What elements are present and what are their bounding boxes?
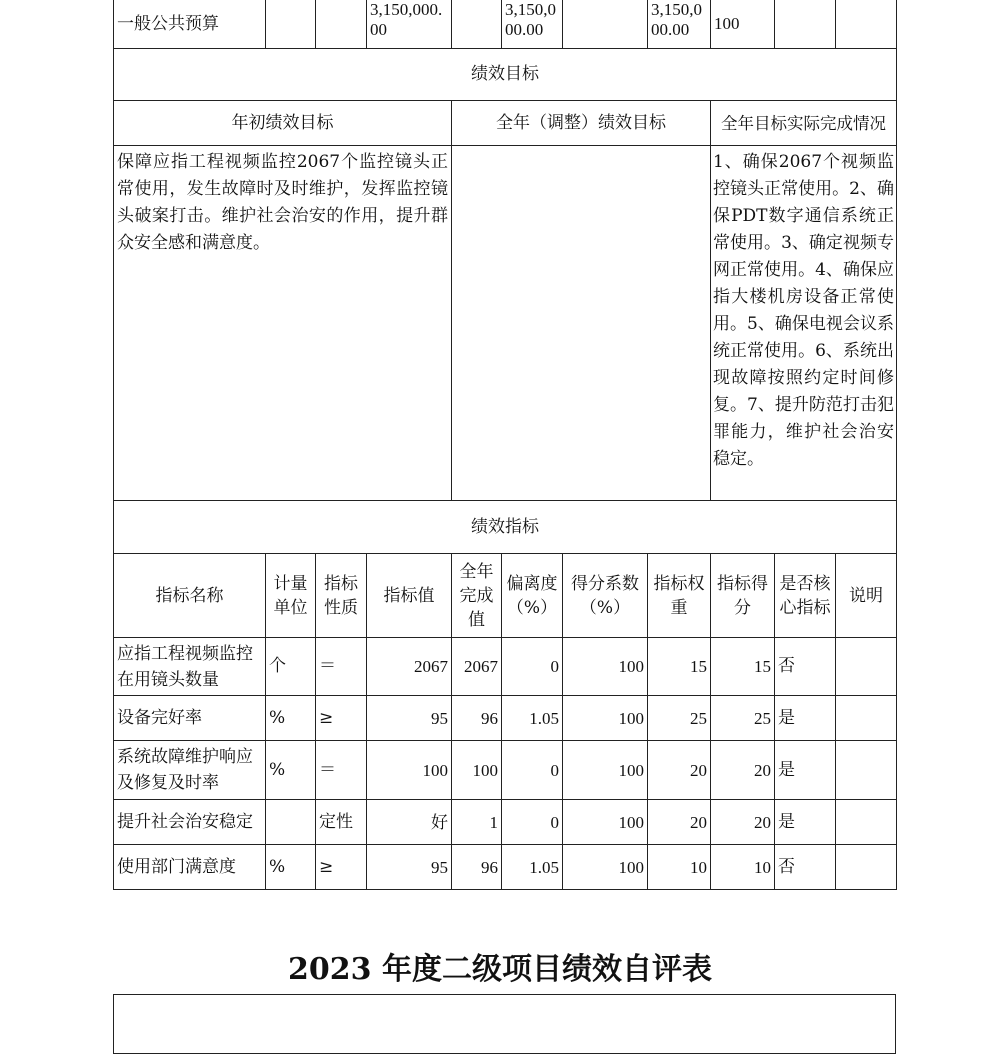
indicator-done: 96 (452, 696, 502, 741)
budget-value-2: 3,150,000.00 (502, 0, 563, 49)
empty-cell (452, 0, 502, 49)
indicator-header-row (114, 554, 897, 638)
indicator-core: 否 (775, 638, 836, 696)
header-name: 指标名称 (114, 554, 266, 638)
indicator-value: 好 (367, 800, 452, 845)
indicator-value: 100 (367, 741, 452, 800)
indicator-score: 25 (711, 696, 775, 741)
indicator-core: 是 (775, 741, 836, 800)
indicator-note (836, 741, 897, 800)
indicator-value: 95 (367, 845, 452, 890)
indicator-done: 100 (452, 741, 502, 800)
table-row (114, 845, 897, 890)
indicator-unit: % (266, 845, 316, 890)
header-note: 说明 (836, 554, 897, 638)
indicator-weight: 10 (648, 845, 711, 890)
indicator-unit: % (266, 696, 316, 741)
indicator-coefficient: 100 (563, 741, 648, 800)
goals-adjusted-text (452, 146, 711, 501)
indicator-name: 应指工程视频监控在用镜头数量 (114, 638, 266, 696)
indicator-coefficient: 100 (563, 696, 648, 741)
indicator-deviation: 0 (502, 800, 563, 845)
indicators-section-title: 绩效指标 (114, 501, 897, 554)
indicator-note (836, 638, 897, 696)
budget-label: 一般公共预算 (114, 0, 266, 49)
indicator-core: 否 (775, 845, 836, 890)
budget-value-1: 3,150,000.00 (367, 0, 452, 49)
empty-cell (775, 0, 836, 49)
indicator-weight: 20 (648, 741, 711, 800)
indicator-name: 系统故障维护响应及修复及时率 (114, 741, 266, 800)
indicator-note (836, 800, 897, 845)
next-form-title: 2023 年度二级项目绩效自评表 (288, 952, 712, 987)
goals-section-title: 绩效目标 (114, 49, 897, 101)
indicator-score: 20 (711, 800, 775, 845)
budget-value-4: 100 (711, 0, 775, 49)
header-deviation: 偏离度（%） (502, 554, 563, 638)
indicator-coefficient: 100 (563, 845, 648, 890)
goals-content-row (114, 146, 897, 501)
indicator-coefficient: 100 (563, 638, 648, 696)
goals-col-actual: 全年目标实际完成情况 (711, 101, 897, 146)
indicator-value: 2067 (367, 638, 452, 696)
indicator-coefficient: 100 (563, 800, 648, 845)
indicator-score: 10 (711, 845, 775, 890)
header-weight: 指标权重 (648, 554, 711, 638)
header-coefficient: 得分系数（%） (563, 554, 648, 638)
indicator-done: 2067 (452, 638, 502, 696)
table-row (114, 741, 897, 800)
indicator-deviation: 1.05 (502, 845, 563, 890)
indicator-name: 提升社会治安稳定 (114, 800, 266, 845)
budget-value-3: 3,150,000.00 (648, 0, 711, 49)
header-score: 指标得分 (711, 554, 775, 638)
indicator-deviation: 0 (502, 638, 563, 696)
indicator-unit: 个 (266, 638, 316, 696)
indicator-done: 96 (452, 845, 502, 890)
goals-col-adjusted: 全年（调整）绩效目标 (452, 101, 711, 146)
indicator-value: 95 (367, 696, 452, 741)
indicator-nature: 定性 (316, 800, 367, 845)
table-row (114, 696, 897, 741)
goals-header-row (114, 101, 897, 146)
header-done: 全年完成值 (452, 554, 502, 638)
indicator-unit: % (266, 741, 316, 800)
table-row (114, 800, 897, 845)
header-core: 是否核心指标 (775, 554, 836, 638)
indicator-weight: 15 (648, 638, 711, 696)
indicator-name: 使用部门满意度 (114, 845, 266, 890)
goals-initial-text: 保障应指工程视频监控2067个监控镜头正常使用，发生故障时及时维护，发挥监控镜头破案打击。维护社会治安的作用，提升群众安全感和满意度。 (114, 146, 452, 501)
empty-cell (316, 0, 367, 49)
next-form-table (113, 994, 896, 1054)
empty-cell (836, 0, 897, 49)
header-unit: 计量单位 (266, 554, 316, 638)
goals-col-initial: 年初绩效目标 (114, 101, 452, 146)
table-row (114, 638, 897, 696)
indicator-deviation: 0 (502, 741, 563, 800)
indicator-note (836, 696, 897, 741)
indicator-done: 1 (452, 800, 502, 845)
header-nature: 指标性质 (316, 554, 367, 638)
indicator-weight: 20 (648, 800, 711, 845)
performance-table (113, 0, 897, 890)
indicator-unit (266, 800, 316, 845)
empty-cell (266, 0, 316, 49)
indicator-weight: 25 (648, 696, 711, 741)
goals-actual-text: 1、确保2067个视频监控镜头正常使用。2、确保PDT数字通信系统正常使用。3、确定视频专网正常使用。4、确保应指大楼机房设备正常使用。5、确保电视会议系统正常使用。6、系统出现故障按照约定时间修复。7、提升防范打击犯罪能力，维护社会治安稳定。 (711, 146, 897, 501)
indicator-nature: ＝ (316, 638, 367, 696)
indicator-nature: ≥ (316, 696, 367, 741)
indicator-nature: ≥ (316, 845, 367, 890)
indicator-nature: ＝ (316, 741, 367, 800)
budget-row (114, 0, 897, 49)
indicator-score: 15 (711, 638, 775, 696)
indicator-deviation: 1.05 (502, 696, 563, 741)
header-value: 指标值 (367, 554, 452, 638)
indicator-score: 20 (711, 741, 775, 800)
indicator-core: 是 (775, 696, 836, 741)
empty-cell (563, 0, 648, 49)
indicator-note (836, 845, 897, 890)
indicator-name: 设备完好率 (114, 696, 266, 741)
indicator-core: 是 (775, 800, 836, 845)
